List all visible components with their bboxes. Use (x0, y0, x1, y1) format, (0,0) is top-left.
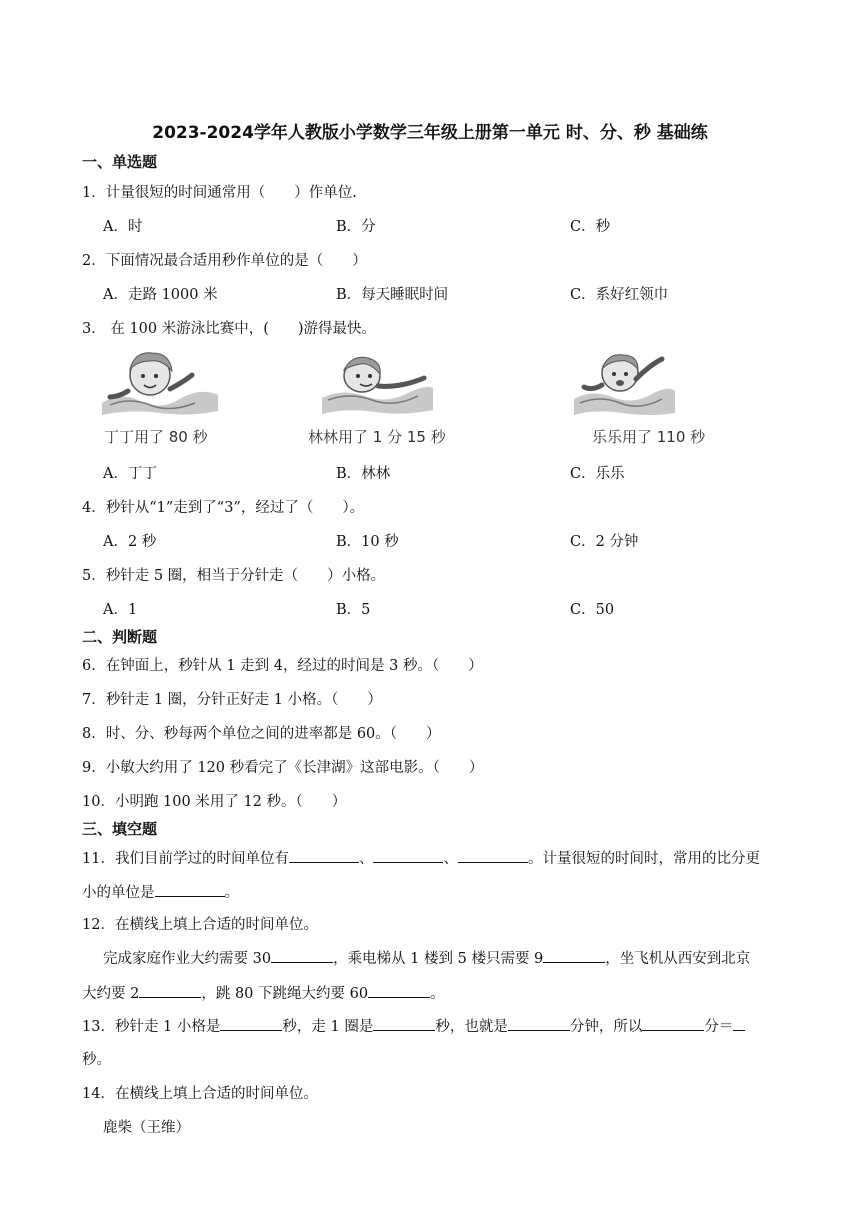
caption-linlin: 林林用了 1 分 15 秒 (308, 428, 446, 446)
answer-blank[interactable] (642, 1016, 704, 1031)
swimmer-lele-image (572, 345, 677, 424)
q12-text-2a: 大约要 2 (82, 986, 140, 1002)
answer-blank[interactable] (543, 948, 605, 963)
question-14-stem: 14．在横线上填上合适的时间单位。 (82, 1086, 318, 1102)
answer-blank[interactable] (508, 1016, 570, 1031)
answer-blank[interactable] (139, 983, 201, 998)
q12-text-2b: ，跳 80 下跳绳大约要 60 (201, 986, 369, 1002)
question-8: 8．时、分、秒每两个单位之间的进率都是 60。（ ） (82, 726, 441, 742)
q13-text-1: 13．秒针走 1 小格是 (82, 1019, 221, 1035)
question-12-line-1 (103, 947, 750, 968)
answer-blank[interactable] (373, 1016, 435, 1031)
section-heading-true-false: 二、判断题 (82, 628, 158, 646)
q11-sep-1: 、 (358, 851, 374, 867)
answer-blank[interactable] (220, 1016, 282, 1031)
q11-text-2: 。计量很短的时间时，常用的比分更 (527, 851, 760, 867)
section-heading-single-choice: 一、单选题 (82, 153, 158, 171)
page-title: 2023-2024学年人教版小学数学三年级上册第一单元 时、分、秒 基础练 (152, 123, 708, 143)
q12-text-1b: ，乘电梯从 1 楼到 5 楼只需要 9 (333, 951, 544, 967)
swimmer-linlin-image (320, 348, 435, 424)
question-5-stem: 5．秒针走 5 圈，相当于分针走（ ）小格。 (82, 568, 386, 584)
answer-blank[interactable] (271, 948, 333, 963)
swimmer-dingding-image (100, 345, 220, 424)
question-7: 7．秒针走 1 圈，分针正好走 1 小格。（ ） (82, 692, 382, 708)
q4-option-c: C．2 分钟 (570, 534, 639, 550)
question-9: 9．小敏大约用了 120 秒看完了《长津湖》这部电影。（ ） (82, 760, 484, 776)
q3-option-a: A．丁丁 (103, 466, 157, 482)
q12-text-2c: 。 (430, 986, 445, 1002)
question-12-line-2 (82, 982, 445, 1003)
caption-dingding: 丁丁用了 80 秒 (104, 428, 208, 446)
q13-text-5: 分＝ (704, 1019, 734, 1035)
q2-option-a: A．走路 1000 米 (103, 287, 218, 303)
q11-text-1: 11．我们目前学过的时间单位有 (82, 851, 289, 867)
question-10: 10．小明跑 100 米用了 12 秒。（ ） (82, 794, 347, 810)
question-2-stem: 2．下面情况最合适用秒作单位的是（ ） (82, 253, 367, 269)
answer-blank[interactable] (373, 848, 443, 863)
section-heading-fill-blank: 三、填空题 (82, 820, 158, 838)
question-1-stem: 1．计量很短的时间通常用（ ）作单位. (82, 185, 357, 201)
question-3-stem: 3． 在 100 米游泳比赛中，( )游得最快。 (82, 321, 377, 337)
q1-option-a: A．时 (103, 219, 143, 235)
q1-option-c: C．秒 (570, 219, 611, 235)
q11-sep-2: 、 (443, 851, 458, 867)
q5-option-c: C．50 (570, 602, 615, 618)
q5-option-a: A．1 (103, 602, 138, 618)
q11-text-3: 小的单位是 (82, 885, 155, 901)
q4-option-b: B．10 秒 (336, 534, 399, 550)
answer-blank[interactable] (733, 1016, 745, 1031)
question-13-line-2: 秒。 (82, 1052, 111, 1068)
q13-text-4: 分钟，所以 (569, 1019, 643, 1035)
answer-blank[interactable] (368, 983, 430, 998)
question-12-stem: 12．在横线上填上合适的时间单位。 (82, 917, 318, 933)
answer-blank[interactable] (289, 848, 359, 863)
q2-option-b: B．每天睡眠时间 (336, 287, 449, 303)
q3-option-b: B．林林 (336, 466, 391, 482)
question-4-stem: 4．秒针从“1”走到了“3”，经过了（ ）。 (82, 500, 365, 516)
q5-option-b: B．5 (336, 602, 371, 618)
question-11-line-1 (82, 847, 760, 868)
q4-option-a: A．2 秒 (103, 534, 157, 550)
answer-blank[interactable] (458, 848, 528, 863)
question-11-line-2 (82, 881, 239, 902)
q2-option-c: C．系好红领巾 (570, 287, 669, 303)
poem-title: 鹿柴（王维） (103, 1120, 190, 1136)
q13-text-2: 秒，走 1 圈是 (282, 1019, 374, 1035)
answer-blank[interactable] (155, 882, 225, 897)
q13-text-3: 秒，也就是 (435, 1019, 508, 1035)
q11-text-4: 。 (224, 885, 239, 901)
question-13-line-1 (82, 1015, 745, 1036)
q12-text-1c: ，坐飞机从西安到北京 (605, 951, 751, 967)
q12-text-1a: 完成家庭作业大约需要 30 (103, 951, 272, 967)
q3-option-c: C．乐乐 (570, 466, 625, 482)
caption-lele: 乐乐用了 110 秒 (592, 428, 706, 446)
q1-option-b: B．分 (336, 219, 376, 235)
question-6: 6．在钟面上，秒针从 1 走到 4，经过的时间是 3 秒。（ ） (82, 658, 483, 674)
